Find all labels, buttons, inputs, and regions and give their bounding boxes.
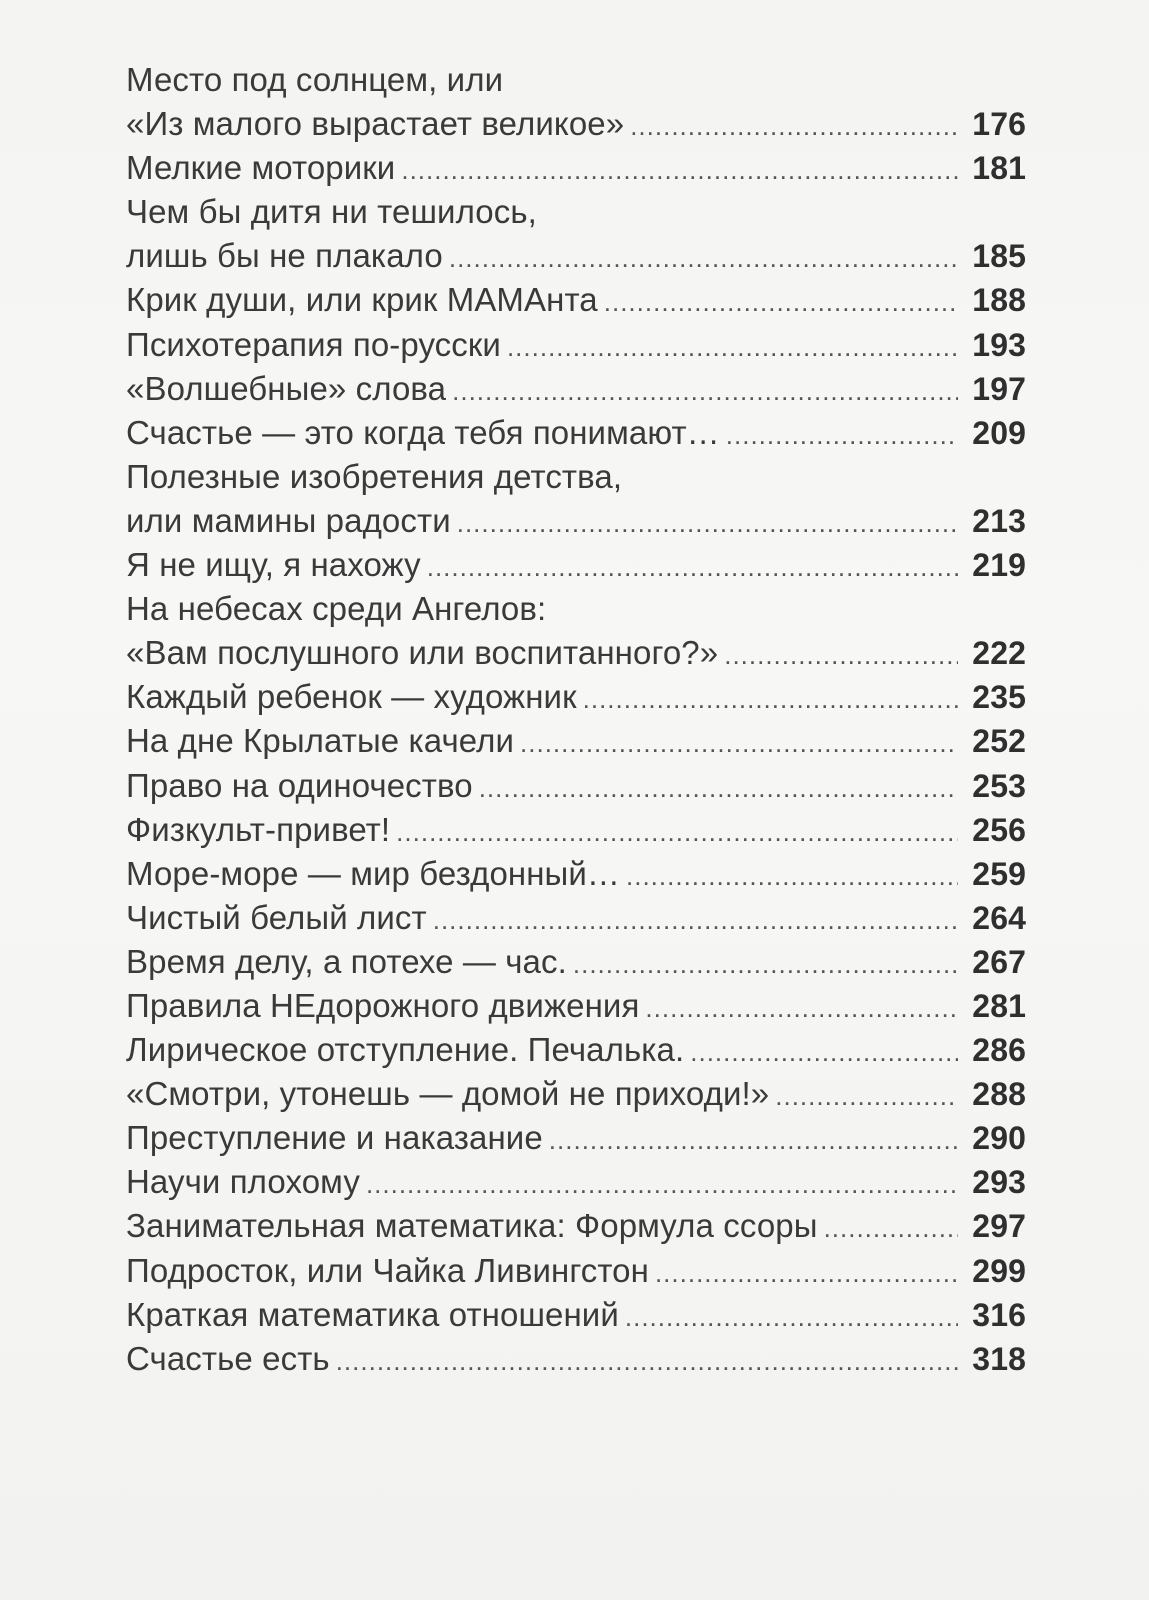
toc-entry-title: Лирическое отступление. Печалька.	[126, 1031, 685, 1069]
toc-entry-line	[126, 278, 1026, 322]
toc-list	[126, 58, 1026, 1381]
toc-entry-title: Право на одиночество	[126, 766, 473, 804]
toc-entry-title: лишь бы не плакало	[126, 237, 443, 275]
toc-entry-line	[126, 411, 1026, 455]
toc-entry	[126, 1160, 1026, 1204]
toc-entry-line	[126, 1204, 1026, 1248]
toc-entry-title: Чем бы дитя ни тешилось,	[126, 193, 537, 231]
dot-leader	[449, 236, 958, 280]
toc-entry	[126, 58, 1026, 146]
toc-entry-title: Место под солнцем, или	[126, 61, 504, 98]
toc-entry-line	[126, 323, 1026, 367]
toc-entry	[126, 1293, 1026, 1337]
toc-entry-title: «Из малого вырастает великое»	[126, 105, 625, 143]
toc-entry	[126, 1072, 1026, 1116]
toc-entry-title: Полезные изобретения детства,	[126, 457, 623, 495]
toc-entry-line	[126, 631, 1026, 675]
toc-entry-line	[126, 719, 1026, 763]
toc-page-number: 209	[972, 414, 1026, 451]
dot-leader	[573, 942, 958, 986]
toc-entry-line	[126, 1337, 1026, 1381]
toc-entry-line	[126, 543, 1026, 587]
dot-leader	[336, 1339, 958, 1383]
toc-entry-title: Я не ищу, я нахожу	[126, 546, 421, 584]
dot-leader	[433, 898, 958, 942]
toc-entry-title: Подросток, или Чайка Ливингстон	[126, 1251, 649, 1289]
toc-page-number: 193	[972, 326, 1026, 363]
toc-page-number: 213	[972, 502, 1026, 539]
dot-leader	[427, 545, 958, 589]
dot-leader	[366, 1162, 958, 1206]
toc-entry-line-continued	[126, 455, 1026, 499]
toc-entry-line	[126, 852, 1026, 896]
toc-page-number: 197	[972, 370, 1026, 407]
toc-entry-line	[126, 1028, 1026, 1072]
toc-entry	[126, 1028, 1026, 1072]
toc-page-number: 235	[972, 679, 1026, 716]
dot-leader	[726, 413, 958, 457]
dot-leader	[396, 810, 958, 854]
toc-entry-title: Море-море — мир бездонный…	[126, 854, 621, 892]
toc-entry-title: Время делу, а потехе — час.	[126, 942, 567, 980]
toc-entry	[126, 852, 1026, 896]
toc-entry-title: Счастье — это когда тебя понимают…	[126, 413, 720, 451]
toc-page-number: 222	[972, 635, 1026, 672]
toc-entry-title: Преступление и наказание	[126, 1119, 543, 1157]
toc-entry	[126, 896, 1026, 940]
toc-entry	[126, 764, 1026, 808]
toc-entry	[126, 1204, 1026, 1248]
toc-page-number: 219	[972, 547, 1026, 584]
toc-page-number: 290	[972, 1120, 1026, 1157]
toc-entry-title: На небесах среди Ангелов:	[126, 590, 547, 628]
toc-entry-title: или мамины радости	[126, 501, 451, 539]
dot-leader	[549, 1118, 958, 1162]
toc-page-number: 288	[972, 1076, 1026, 1113]
toc-entry	[126, 1116, 1026, 1160]
toc-entry-title: Научи плохому	[126, 1163, 360, 1201]
toc-entry	[126, 940, 1026, 984]
toc-entry-title: «Смотри, утонешь — домой не приходи!»	[126, 1075, 770, 1113]
toc-entry-title: Физкульт-привет!	[126, 810, 391, 848]
toc-page-number: 252	[972, 723, 1026, 760]
toc-entry	[126, 455, 1026, 543]
toc-page-number: 264	[972, 899, 1026, 936]
toc-page-number: 253	[972, 767, 1026, 804]
toc-entry-line	[126, 102, 1026, 146]
toc-entry	[126, 984, 1026, 1028]
dot-leader	[457, 501, 958, 545]
toc-entry-line	[126, 146, 1026, 190]
toc-entry-line	[126, 675, 1026, 719]
toc-entry	[126, 587, 1026, 675]
toc-page-number: 267	[972, 943, 1026, 980]
toc-entry-line	[126, 1160, 1026, 1204]
dot-leader	[645, 986, 958, 1030]
dot-leader	[690, 1030, 958, 1074]
toc-entry-title: Чистый белый лист	[126, 898, 427, 936]
toc-entry	[126, 808, 1026, 852]
toc-entry-title: Правила НЕдорожного движения	[126, 986, 640, 1024]
dot-leader	[724, 633, 958, 677]
table-of-contents-page	[126, 58, 1026, 1381]
toc-entry-title: Краткая математика отношений	[126, 1295, 619, 1333]
dot-leader	[479, 766, 958, 810]
toc-entry	[126, 543, 1026, 587]
toc-entry	[126, 675, 1026, 719]
toc-page-number: 181	[972, 150, 1026, 187]
dot-leader	[625, 1295, 958, 1339]
toc-entry-title: Психотерапия по-русски	[126, 325, 501, 363]
toc-entry-title: «Вам послушного или воспитанного?»	[126, 634, 719, 672]
toc-entry-line	[126, 1249, 1026, 1293]
toc-page-number: 316	[972, 1296, 1026, 1333]
toc-entry-title: Мелкие моторики	[126, 149, 396, 187]
toc-entry-line	[126, 984, 1026, 1028]
toc-page-number: 297	[972, 1208, 1026, 1245]
toc-entry-line	[126, 1293, 1026, 1337]
dot-leader	[452, 369, 958, 413]
toc-entry-line	[126, 499, 1026, 543]
toc-entry-title: На дне Крылатые качели	[126, 722, 515, 760]
toc-page-number: 259	[972, 855, 1026, 892]
toc-entry	[126, 1337, 1026, 1381]
dot-leader	[626, 854, 958, 898]
toc-entry	[126, 367, 1026, 411]
dot-leader	[775, 1074, 958, 1118]
toc-entry-title: Счастье есть	[126, 1339, 330, 1377]
toc-entry-line-continued	[126, 58, 1026, 102]
toc-entry	[126, 411, 1026, 455]
dot-leader	[507, 325, 958, 369]
toc-entry-line	[126, 808, 1026, 852]
toc-page-number: 318	[972, 1340, 1026, 1377]
toc-page-number: 281	[972, 987, 1026, 1024]
toc-page-number: 188	[972, 282, 1026, 319]
toc-entry	[126, 278, 1026, 322]
toc-entry-line	[126, 764, 1026, 808]
toc-entry-title: Занимательная математика: Формула ссоры	[126, 1207, 818, 1245]
dot-leader	[520, 721, 958, 765]
toc-entry-line	[126, 234, 1026, 278]
toc-page-number: 185	[972, 238, 1026, 275]
dot-leader	[824, 1206, 958, 1250]
toc-entry-title: Крик души, или крик МАМАнта	[126, 281, 598, 319]
toc-entry	[126, 190, 1026, 278]
dot-leader	[630, 104, 958, 148]
toc-entry-line	[126, 1072, 1026, 1116]
toc-entry-line-continued	[126, 587, 1026, 631]
toc-entry-line	[126, 1116, 1026, 1160]
toc-page-number: 293	[972, 1164, 1026, 1201]
toc-page-number: 256	[972, 811, 1026, 848]
dot-leader	[401, 148, 958, 192]
dot-leader	[655, 1251, 958, 1295]
toc-entry-title: Каждый ребенок — художник	[126, 678, 577, 716]
toc-entry-line-continued	[126, 190, 1026, 234]
toc-entry	[126, 323, 1026, 367]
toc-entry	[126, 1249, 1026, 1293]
toc-entry-title: «Волшебные» слова	[126, 369, 447, 407]
toc-page-number: 286	[972, 1032, 1026, 1069]
toc-page-number: 299	[972, 1252, 1026, 1289]
dot-leader	[604, 280, 958, 324]
dot-leader	[583, 677, 958, 721]
toc-entry	[126, 719, 1026, 763]
toc-entry-line	[126, 367, 1026, 411]
toc-entry-line	[126, 896, 1026, 940]
toc-entry	[126, 146, 1026, 190]
toc-entry-line	[126, 940, 1026, 984]
toc-page-number: 176	[972, 106, 1026, 143]
